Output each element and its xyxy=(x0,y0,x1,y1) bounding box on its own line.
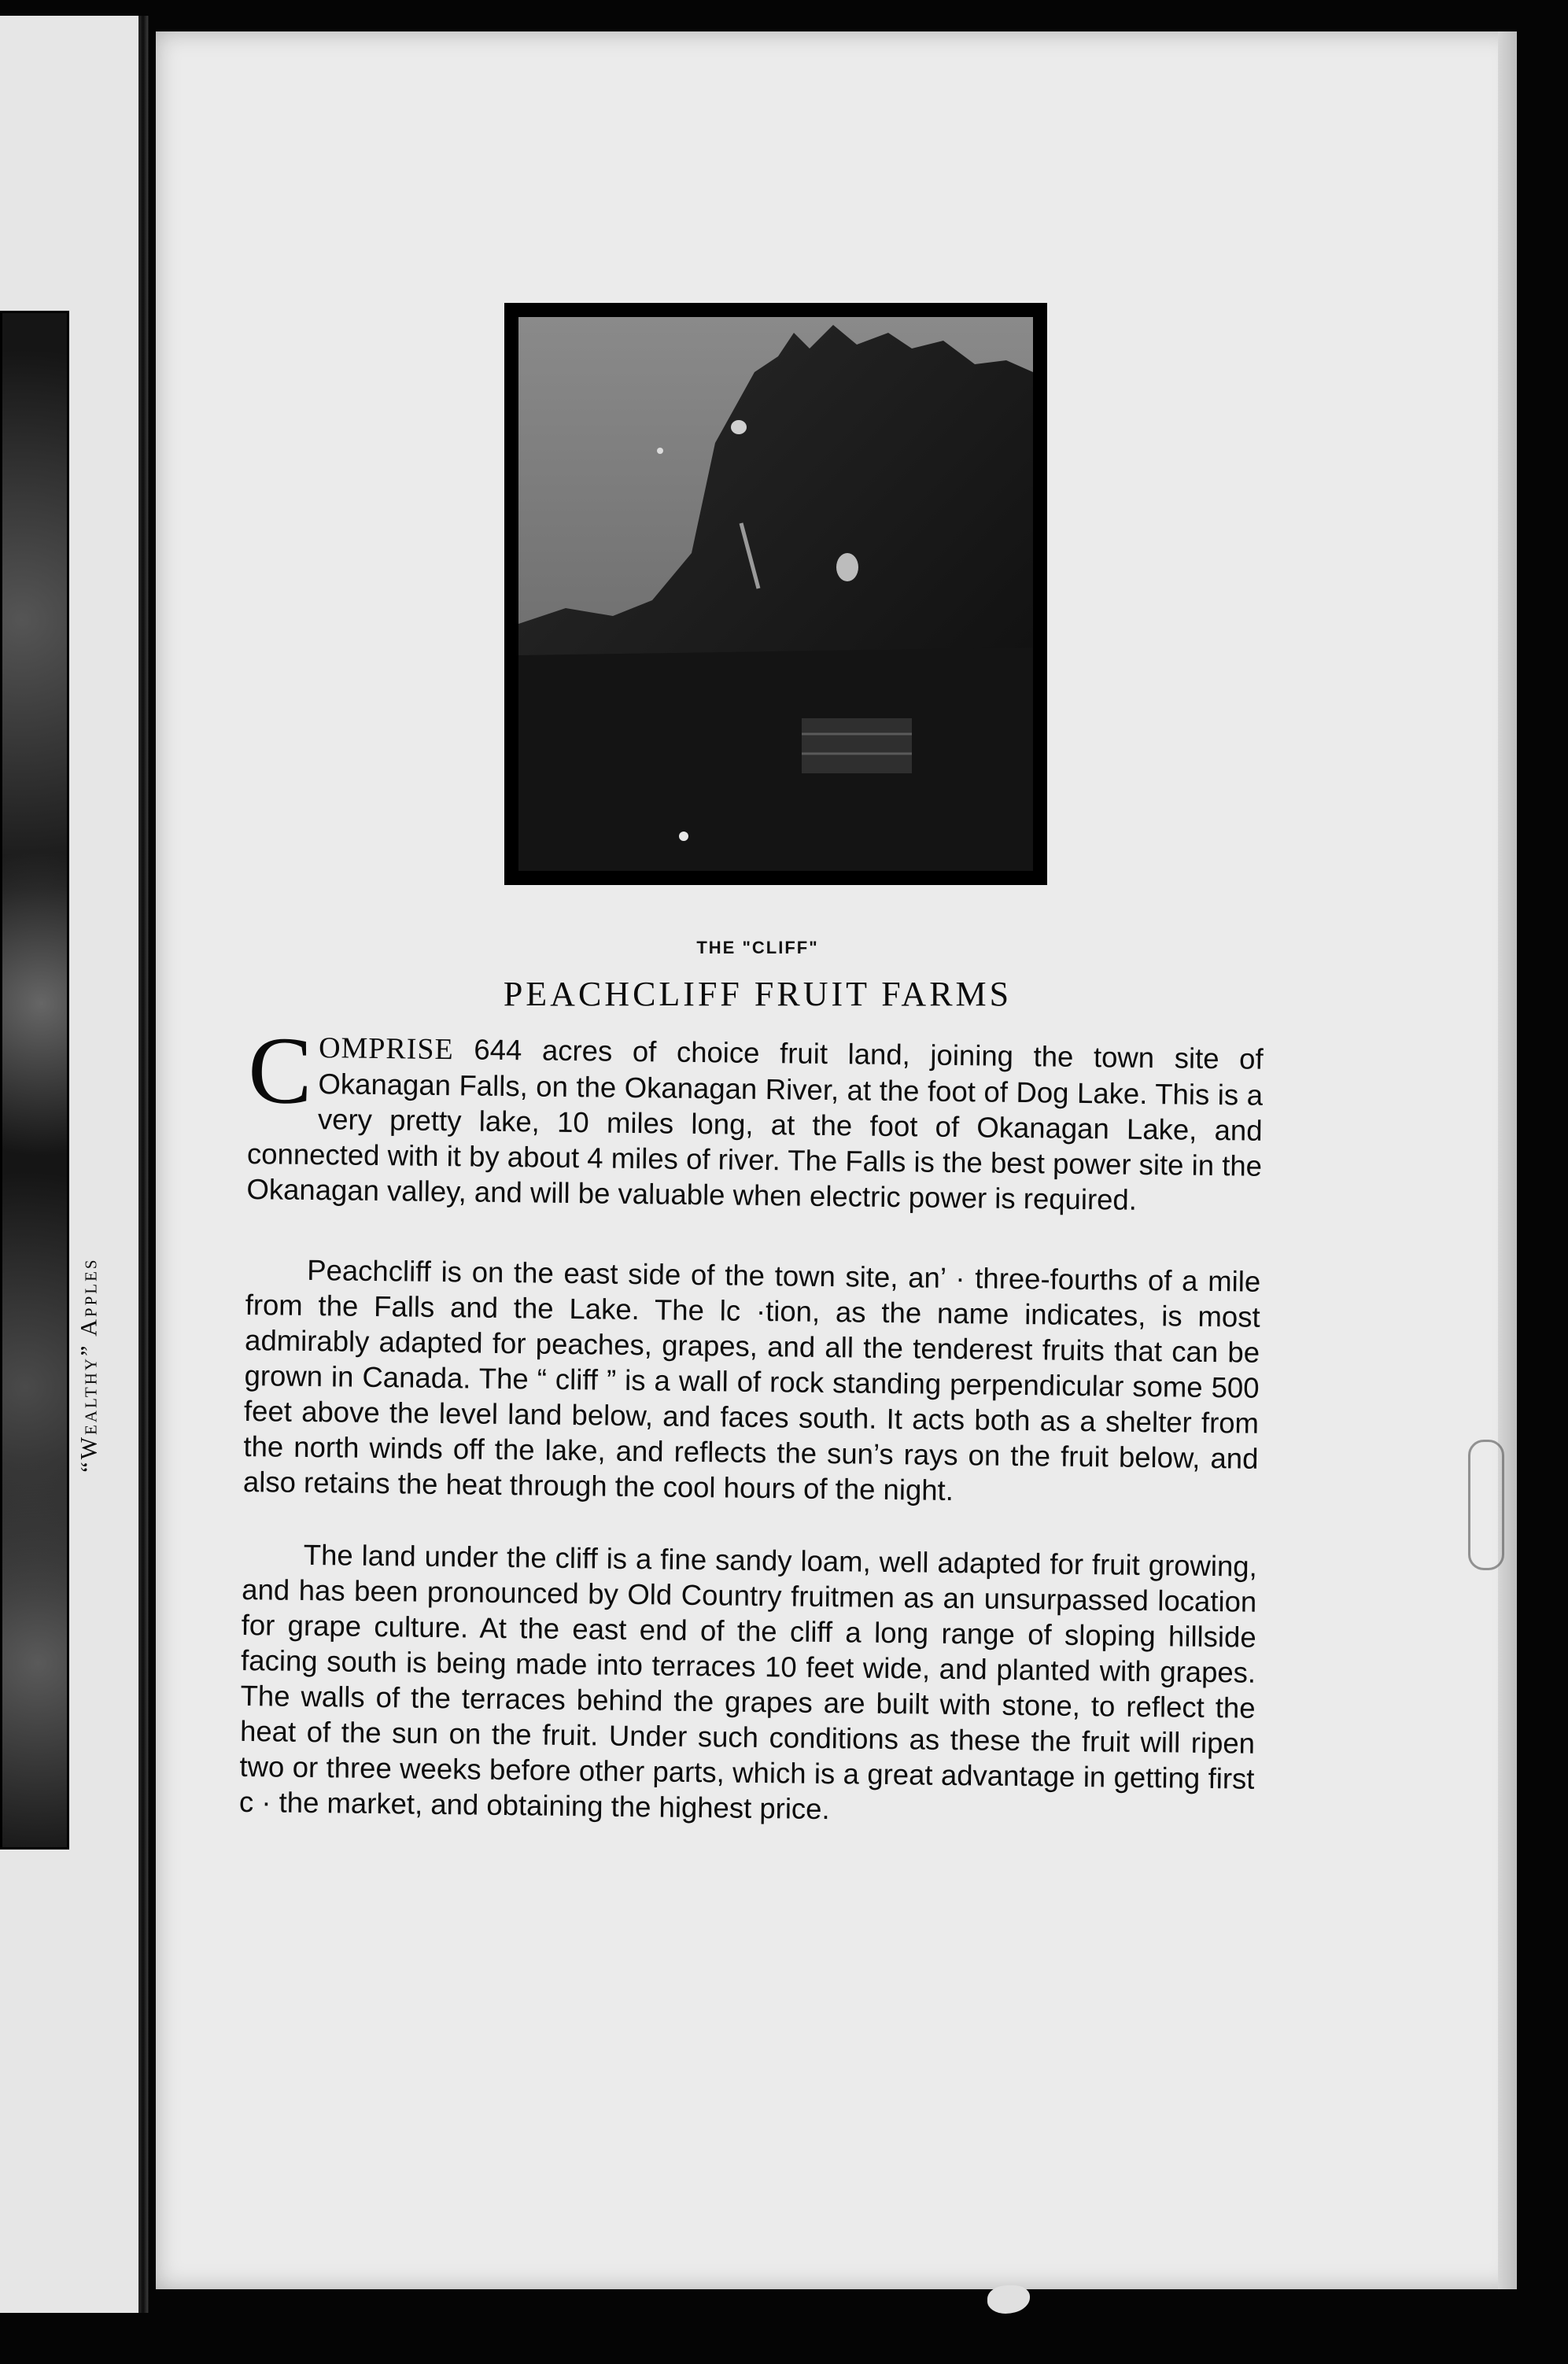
cliff-photo xyxy=(504,303,1047,885)
page-title: PEACHCLIFF FRUIT FARMS xyxy=(503,975,1013,1013)
drop-cap: C xyxy=(247,1017,313,1124)
paper-clip-mark xyxy=(1468,1440,1504,1570)
lead-word: OMPRISE xyxy=(318,1031,455,1067)
paragraph-1 xyxy=(246,1017,1264,1219)
paragraph-1-text: 644 acres of choice fruit land, joining the town site of Okanagan Falls, on the Okanagan River, at the foot of Dog Lake. This is a very pretty lake, 10 miles long, at the foot of Okanagan Lake, and connected with it by about 4 miles of river. The Falls is the best power site in the Okanagan valley, and will be valuable when electric power is required. xyxy=(246,1033,1264,1216)
cliff-photo-image xyxy=(518,317,1033,871)
page-edge xyxy=(1498,31,1517,2289)
book-page xyxy=(156,31,1517,2289)
left-facing-page xyxy=(0,16,149,2313)
left-page-caption xyxy=(74,1192,105,1538)
ink-blot xyxy=(987,2285,1030,2314)
left-page-photo xyxy=(0,311,69,1850)
paragraph-3: The land under the cliff is a fine sandy loam, well adapted for fruit growing, and has been pronounced by Old Country fruitmen as an unsurpassed location for grape culture. At the east end of the cliff a long range of sloping hillside facing south is being made into terraces 10 feet wide, and planted with grapes. The walls of the terraces behind the grapes are built with stone, to reflect the heat of the sun on the fruit. Under such conditions as these the fruit will ripen two or three weeks before other parts, which is a great advantage in getting first c · the market, and obtaining the highest price. xyxy=(238,1538,1257,1826)
left-page-caption-text: “Wealthy” Apples xyxy=(76,1257,103,1473)
book-gutter xyxy=(138,16,148,2313)
photo-caption: THE "CLIFF" xyxy=(696,938,819,957)
article-body xyxy=(238,1017,1264,1832)
paragraph-2: Peachcliff is on the east side of the town site, an’ · three-fourths of a mile from the Falls and the Lake. The lc ·tion, as the name indicates, is most admirably adapted for peaches, grapes, and all the tenderest fruits that can be grown in Canada. The “ cliff ” is a wall of rock standing perpendicular some 500 feet above the level land below, and faces south. It acts both as a shelter from the north winds off the lake, and reflects the sun’s rays on the fruit below, and also retains the heat through the cool hours of the night. xyxy=(242,1253,1261,1507)
